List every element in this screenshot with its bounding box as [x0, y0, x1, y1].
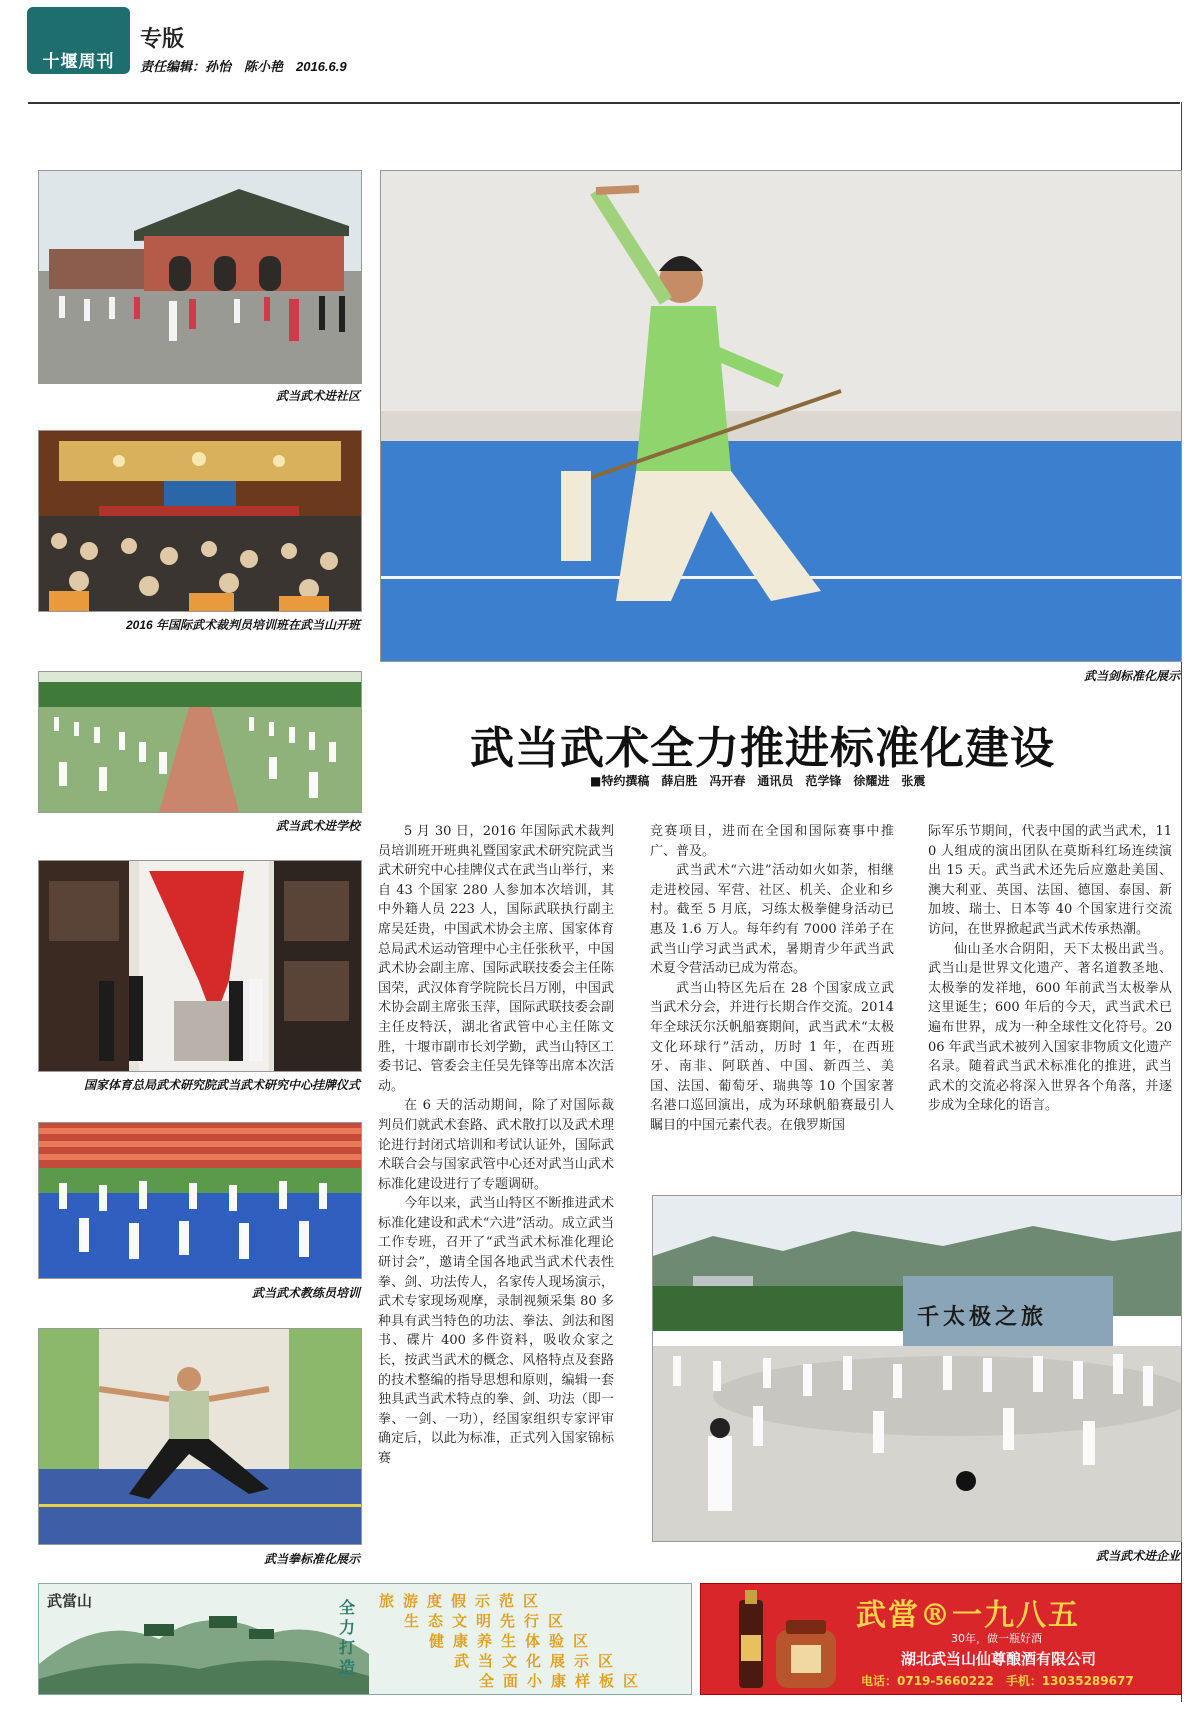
photo-school — [38, 671, 362, 813]
ad-liquor-company — [700, 1583, 1182, 1695]
photo-enterprise — [652, 1195, 1182, 1542]
ad-left-line-4: 武当文化展示区 — [454, 1652, 623, 1670]
editors-line: 责任编辑：孙怡 陈小艳 2016.6.9 — [140, 59, 347, 74]
caption-ceremony: 国家体育总局武术研究院武当武术研究中心挂牌仪式 — [83, 1078, 360, 1092]
ad-right-tagline: 30年，做一瓶好酒 — [951, 1632, 1042, 1645]
photo-fist-demo — [38, 1328, 362, 1545]
caption-enterprise: 武当武术进企业 — [1095, 1549, 1180, 1563]
ad-left-slogan: 全力打造 — [339, 1598, 356, 1677]
paragraph: 武当武术“六进”活动如火如荼，相继走进校园、军营、社区、机关、企业和乡村。截至 5 月底，习练太极拳健身活动已惠及 1.6 万人。每年约有 7000 洋弟子在武当山学习武当武术，暑期青少年武当武术夏令营活动已成为常态。 — [650, 863, 894, 977]
photo-community — [38, 170, 362, 384]
ad-left-line-3: 健康养生体验区 — [429, 1632, 598, 1650]
paragraph: 今年以来，武当山特区不断推进武术标准化建设和武术“六进”活动。成立武当工作专班，召开了“武当武术标准化理论研讨会”，邀请全国各地武当武术代表性拳、剑、功法传人，名家传人现场演示，武术专家现场观摩，录制视频采集 80 多种具有武当特色的功法、拳法、剑法和图书、碟片 400 多件资料，吸收众家之长，按武当武术的概念、风格特点及套路的技术整编的指导思想和原则，编辑一套独具武当武术特点的拳、剑、功法（即一拳、一剑、一功），经国家组织专家评审确定后，以此为标准，正式列入国家锦标赛 — [378, 1196, 614, 1466]
photo-sword-demo — [380, 170, 1182, 662]
caption-referee-training: 2016 年国际武术裁判员培训班在武当山开班 — [125, 618, 360, 632]
paragraph: 竞赛项目，进而在全国和国际赛事中推广、普及。 — [650, 824, 894, 859]
paragraph: 在 6 天的活动期间，除了对国际裁判员们就武术套路、武术散打以及武术理论进行封闭式培训和考试认证外，国际武术联合会与国家武管中心还对武当山武术标准化建设进行了专题调研。 — [378, 1098, 614, 1192]
paragraph: 仙山圣水合阴阳，天下太极出武当。武当山是世界文化遗产、著名道教圣地、太极拳的发祥地，600 年前武当太极拳从这里诞生；600 年后的今天，武当武术已遍布世界，成为一种全球性文化符号。2006 年武当武术被列入国家非物质文化遗产名录。随着武当武术标准化的推进，武当武术的交流必将深入世界各个角落，并逐步成为全球化的语言。 — [928, 941, 1172, 1114]
article-column-1 — [378, 822, 614, 1469]
logo-text: 十堰周刊 — [42, 52, 115, 72]
section-title: 专版 — [140, 26, 185, 52]
paragraph: 武当山特区先后在 28 个国家成立武当武术分会，并进行长期合作交流。2014 年全球沃尔沃帆船赛期间，武当武术“太极文化环球行”活动，历时 1 年，在西班牙、南非、阿联酋、中国、新西兰、美国、法国、葡萄牙、瑞典等 10 个国家著名港口巡回演出，成为环球帆船赛最引人瞩目的中国元素代表。在俄罗斯国 — [650, 980, 894, 1133]
enterprise-banner-text: 千太极之旅 — [917, 1304, 1048, 1330]
caption-community: 武当武术进社区 — [275, 389, 360, 403]
ad-right-brand: 武當®一九八五 — [856, 1598, 1080, 1633]
caption-sword-demo: 武当剑标准化展示 — [1083, 669, 1180, 683]
ad-left-line-5: 全面小康样板区 — [479, 1672, 648, 1690]
photo-referee-training — [38, 430, 362, 612]
ad-left-logo: 武當山 — [47, 1592, 93, 1610]
paragraph: 际军乐节期间，代表中国的武当武术，110 人组成的演出团队在莫斯科红场连续演出 15 天。武当武术还先后应邀赴美国、澳大利亚、英国、法国、德国、泰国、新加坡、瑞士、日本等 40 个国家进行交流访问，在世界掀起武当武术传承热潮。 — [928, 824, 1172, 937]
photo-ceremony — [38, 860, 362, 1072]
caption-coach-training: 武当武术教练员培训 — [251, 1286, 360, 1300]
ad-right-company: 湖北武当山仙尊酿酒有限公司 — [901, 1650, 1097, 1668]
caption-fist-demo: 武当拳标准化展示 — [263, 1552, 360, 1566]
article-column-2 — [650, 822, 894, 1136]
caption-school: 武当武术进学校 — [275, 819, 360, 833]
article-column-3 — [928, 822, 1172, 1116]
ad-left-line-2: 生态文明先行区 — [404, 1612, 573, 1630]
photo-coach-training — [38, 1122, 362, 1279]
ad-wudangshan-tourism — [38, 1583, 692, 1695]
header-rule — [28, 102, 1180, 104]
ad-right-contact: 电话：0719-5660222 手机：13035289677 — [861, 1674, 1134, 1688]
article-headline: 武当武术全力推进标准化建设 — [470, 723, 1055, 774]
article-byline: ■特约撰稿 薛启胜 冯开春 通讯员 范学锋 徐耀进 张震 — [590, 774, 926, 788]
ad-left-line-1: 旅游度假示范区 — [379, 1592, 548, 1610]
paragraph: 5 月 30 日，2016 年国际武术裁判员培训班开班典礼暨国家武术研究院武当武术研究中心挂牌仪式在武当山举行，来自 43 个国家 280 人参加本次培训，其中外籍人员 223 人，国际武联执行副主席吴廷贵，中国武术协会主席、国家体育总局武术运动管理中心主任张秋平，中国武术协会副主席、国际武联技委会主任陈国荣，武汉体育学院院长吕万刚，中国武术协会副主席张玉萍，国际武联技委会副主任皮特沃，湖北省武管中心主任陈文胜，十堰市副市长刘学勤，武当山特区工委书记、管委会主任吴先锋等出席本次活动。 — [378, 824, 614, 1094]
